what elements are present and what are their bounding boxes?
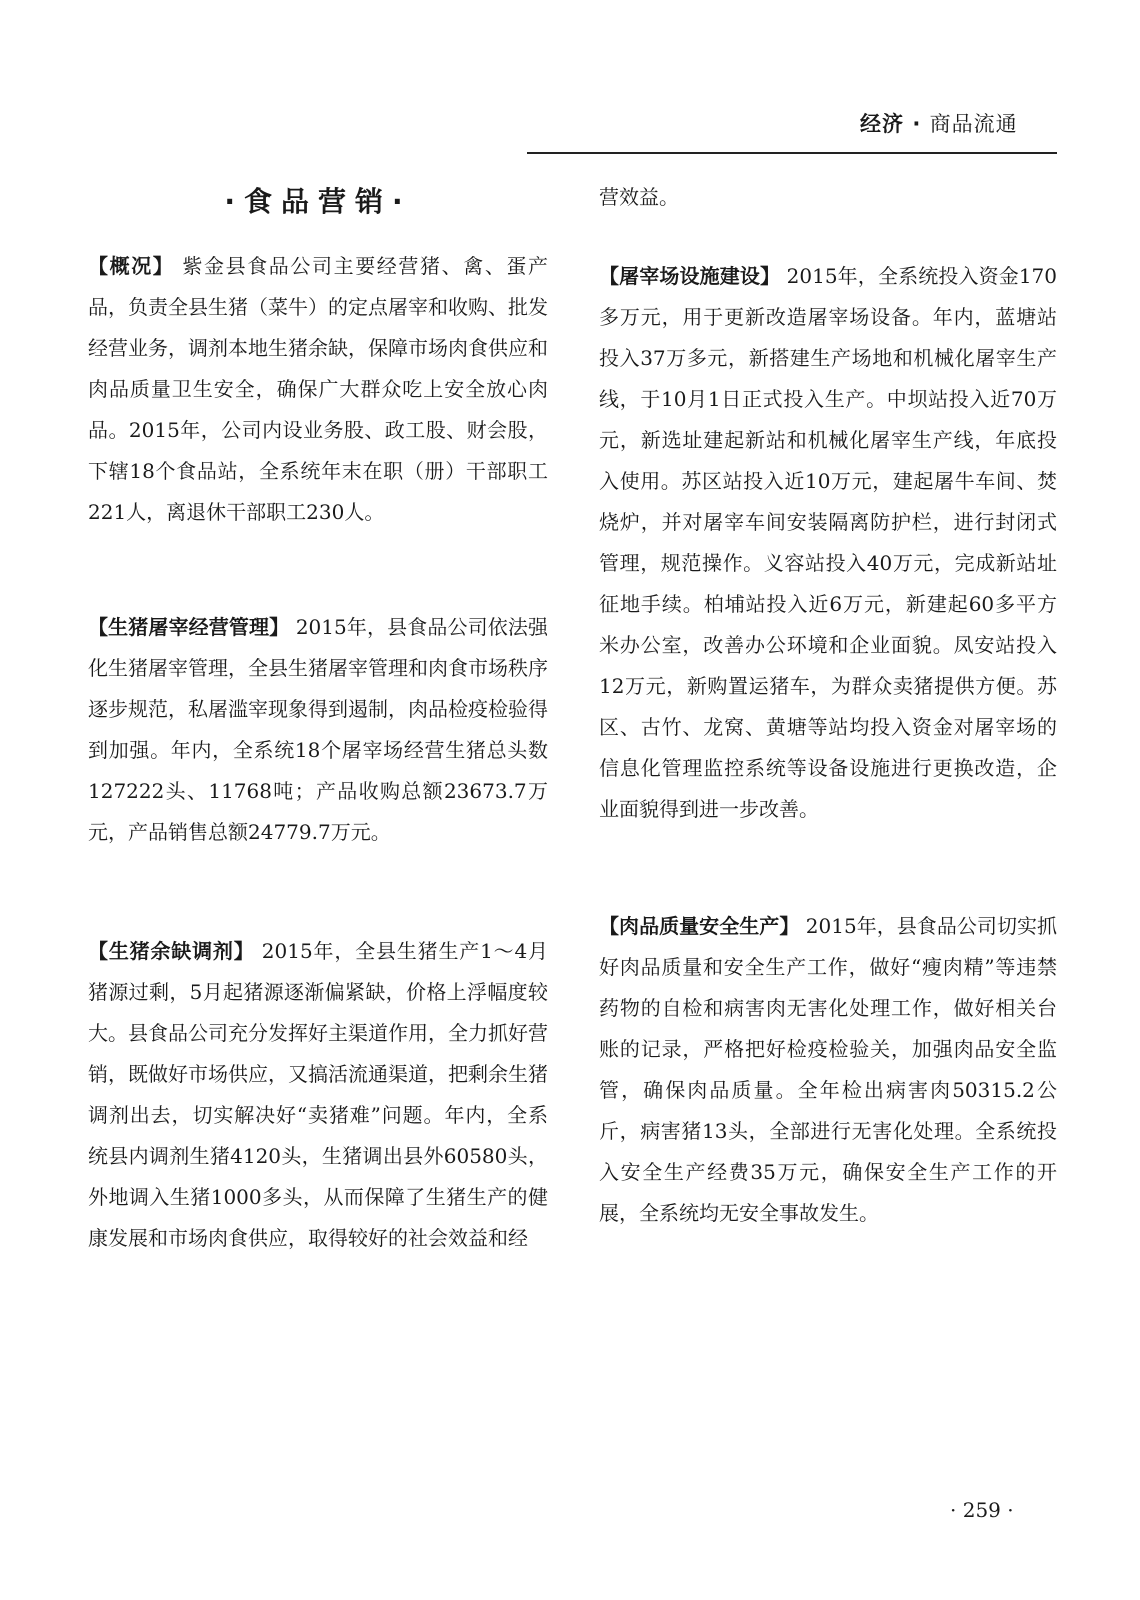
entry-facility-construction	[599, 256, 1057, 830]
entry-heading: 【屠宰场设施建设】	[599, 264, 781, 288]
entry-text: 2015年，县食品公司切实抓好肉品质量和安全生产工作，做好“瘦肉精”等违禁药物的自检和病害肉无害化处理工作，做好相关台账的记录，严格把好检疫检验关，加强肉品安全监管，确保肉品质量。全年检出病害肉50315.2公斤，病害猪13头，全部进行无害化处理。全系统投入安全生产经费35万元，确保安全生产工作的开展，全系统均无安全事故发生。	[599, 914, 1058, 1225]
running-head-main: 经济	[860, 112, 904, 136]
entry-heading: 【肉品质量安全生产】	[599, 914, 800, 938]
running-head	[860, 108, 1018, 138]
entry-supply-adjustment	[88, 931, 548, 1259]
entry-text: 紫金县食品公司主要经营猪、禽、蛋产品，负责全县生猪（菜牛）的定点屠宰和收购、批发经营业务，调剂本地生猪余缺，保障市场肉食供应和肉品质量卫生安全，确保广大群众吃上安全放心肉品。2015年，公司内设业务股、政工股、财会股，下辖18个食品站，全系统年末在职（册）干部职工221人，离退休干部职工230人。	[88, 254, 549, 524]
entry-text: 2015年，县食品公司依法强化生猪屠宰管理，全县生猪屠宰管理和肉食市场秩序逐步规范，私屠滥宰现象得到遏制，肉品检疫检验得到加强。年内，全系统18个屠宰场经营生猪总头数127222头、11768吨；产品收购总额23673.7万元，产品销售总额24779.7万元。	[88, 615, 549, 844]
running-head-sub: 商品流通	[929, 112, 1018, 136]
entry-text: 2015年，全系统投入资金170多万元，用于更新改造屠宰场设备。年内，蓝塘站投入37万多元，新搭建生产场地和机械化屠宰生产线，于10月1日正式投入生产。中坝站投入近70万元，新选址建起新站和机械化屠宰生产线，年底投入使用。苏区站投入近10万元，建起屠牛车间、焚烧炉，并对屠宰车间安装隔离防护栏，进行封闭式管理，规范操作。义容站投入40万元，完成新站址征地手续。柏埔站投入近6万元，新建起60多平方米办公室，改善办公环境和企业面貌。凤安站投入12万元，新购置运猪车，为群众卖猪提供方便。苏区、古竹、龙窝、黄塘等站均投入资金对屠宰场的信息化管理监控系统等设备设施进行更换改造，企业面貌得到进一步改善。	[599, 264, 1058, 821]
header-rule	[527, 152, 1057, 154]
running-head-separator: ·	[912, 112, 922, 136]
section-title: ·食品营销·	[224, 185, 412, 218]
entry-meat-safety	[599, 906, 1057, 1234]
entry-continuation	[599, 177, 1057, 218]
entry-text: 2015年，全县生猪生产1～4月猪源过剩，5月起猪源逐渐偏紧缺，价格上浮幅度较大。县食品公司充分发挥好主渠道作用，全力抓好营销，既做好市场供应，又搞活流通渠道，把剩余生猪调剂出去，切实解决好“卖猪难”问题。年内，全系统县内调剂生猪4120头，生猪调出县外60580头，外地调入生猪1000多头，从而保障了生猪生产的健康发展和市场肉食供应，取得较好的社会效益和经	[88, 939, 549, 1250]
entry-overview	[88, 246, 548, 533]
entry-heading: 【概况】	[88, 254, 175, 278]
continuation-text: 营效益。	[599, 185, 679, 209]
entry-slaughter-management	[88, 607, 548, 853]
page-number: · 259 ·	[950, 1498, 1014, 1522]
entry-heading: 【生猪屠宰经营管理】	[88, 615, 290, 639]
entry-heading: 【生猪余缺调剂】	[88, 939, 255, 963]
